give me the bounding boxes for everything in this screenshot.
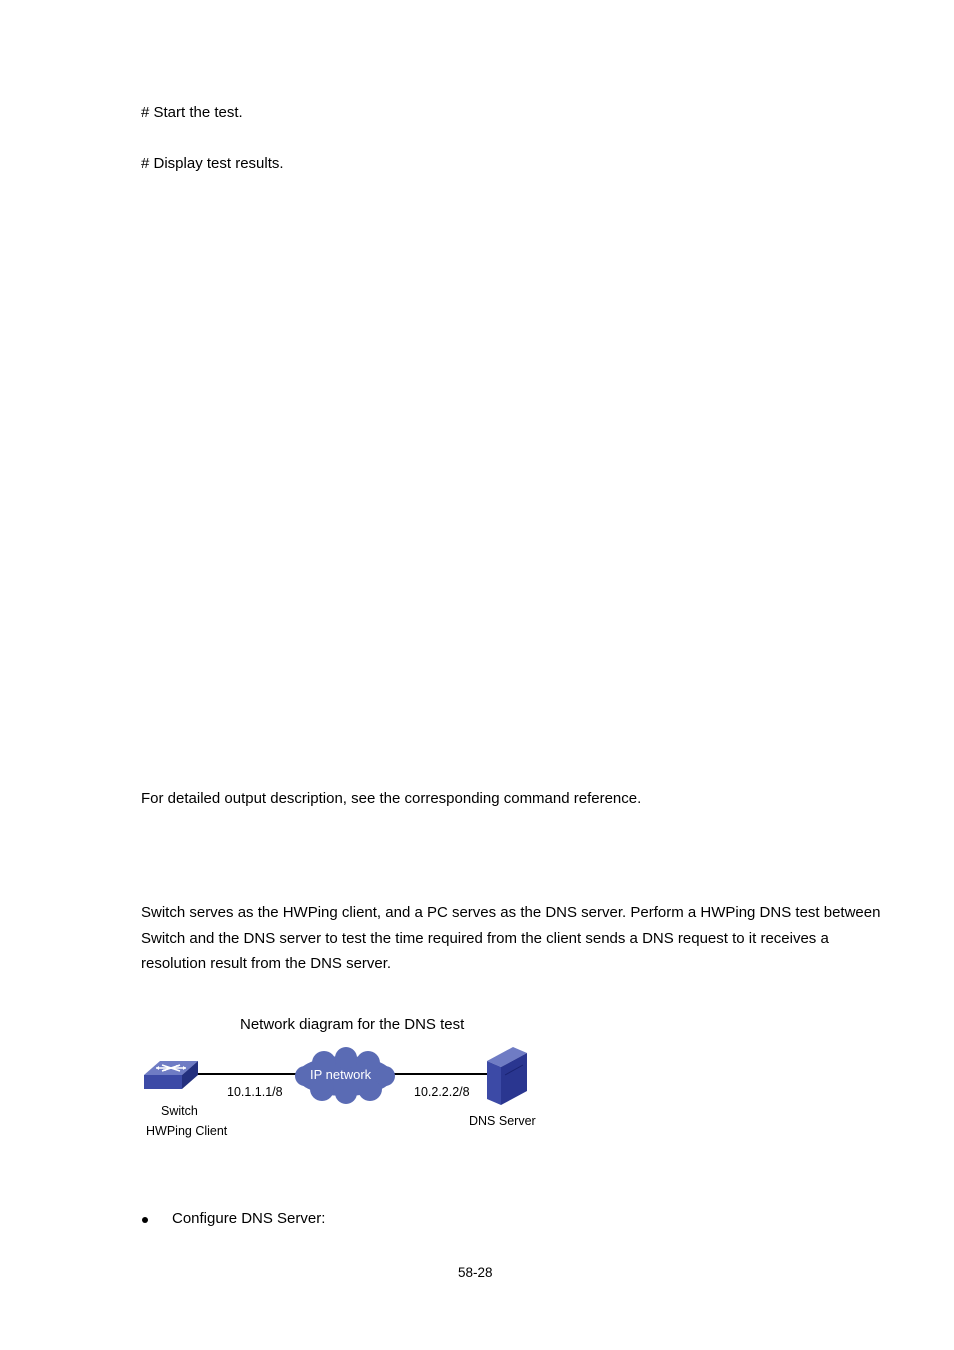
step-start-text: # Start the test. bbox=[141, 104, 243, 121]
switch-icon bbox=[142, 1055, 200, 1095]
hwping-client-label: HWPing Client bbox=[146, 1124, 228, 1138]
bullet-icon bbox=[142, 1217, 148, 1223]
page-number: 58-28 bbox=[458, 1265, 493, 1280]
dns-server-label: DNS Server bbox=[469, 1114, 536, 1128]
link-cloud-to-server bbox=[393, 1073, 489, 1075]
server-icon bbox=[485, 1047, 529, 1107]
switch-label: Switch bbox=[161, 1104, 198, 1118]
link-switch-to-cloud bbox=[198, 1073, 298, 1075]
description-paragraph: Switch serves as the HWPing client, and a PC serves as the DNS server. Perform a HWPing DNS test between Switch and the DNS server to test the time required from the client sends a DNS request to it receives a resolution result from the DNS server. bbox=[141, 904, 881, 972]
configure-dns-list-item: Configure DNS Server: bbox=[172, 1210, 326, 1227]
step-display-text: # Display test results. bbox=[141, 155, 284, 172]
cloud-label: IP network bbox=[310, 1067, 372, 1082]
note-text: For detailed output description, see the corresponding command reference. bbox=[141, 790, 642, 807]
left-ip-label: 10.1.1.1/8 bbox=[227, 1085, 283, 1099]
figure-caption: Network diagram for the DNS test bbox=[240, 1016, 465, 1033]
right-ip-label: 10.2.2.2/8 bbox=[414, 1085, 470, 1099]
